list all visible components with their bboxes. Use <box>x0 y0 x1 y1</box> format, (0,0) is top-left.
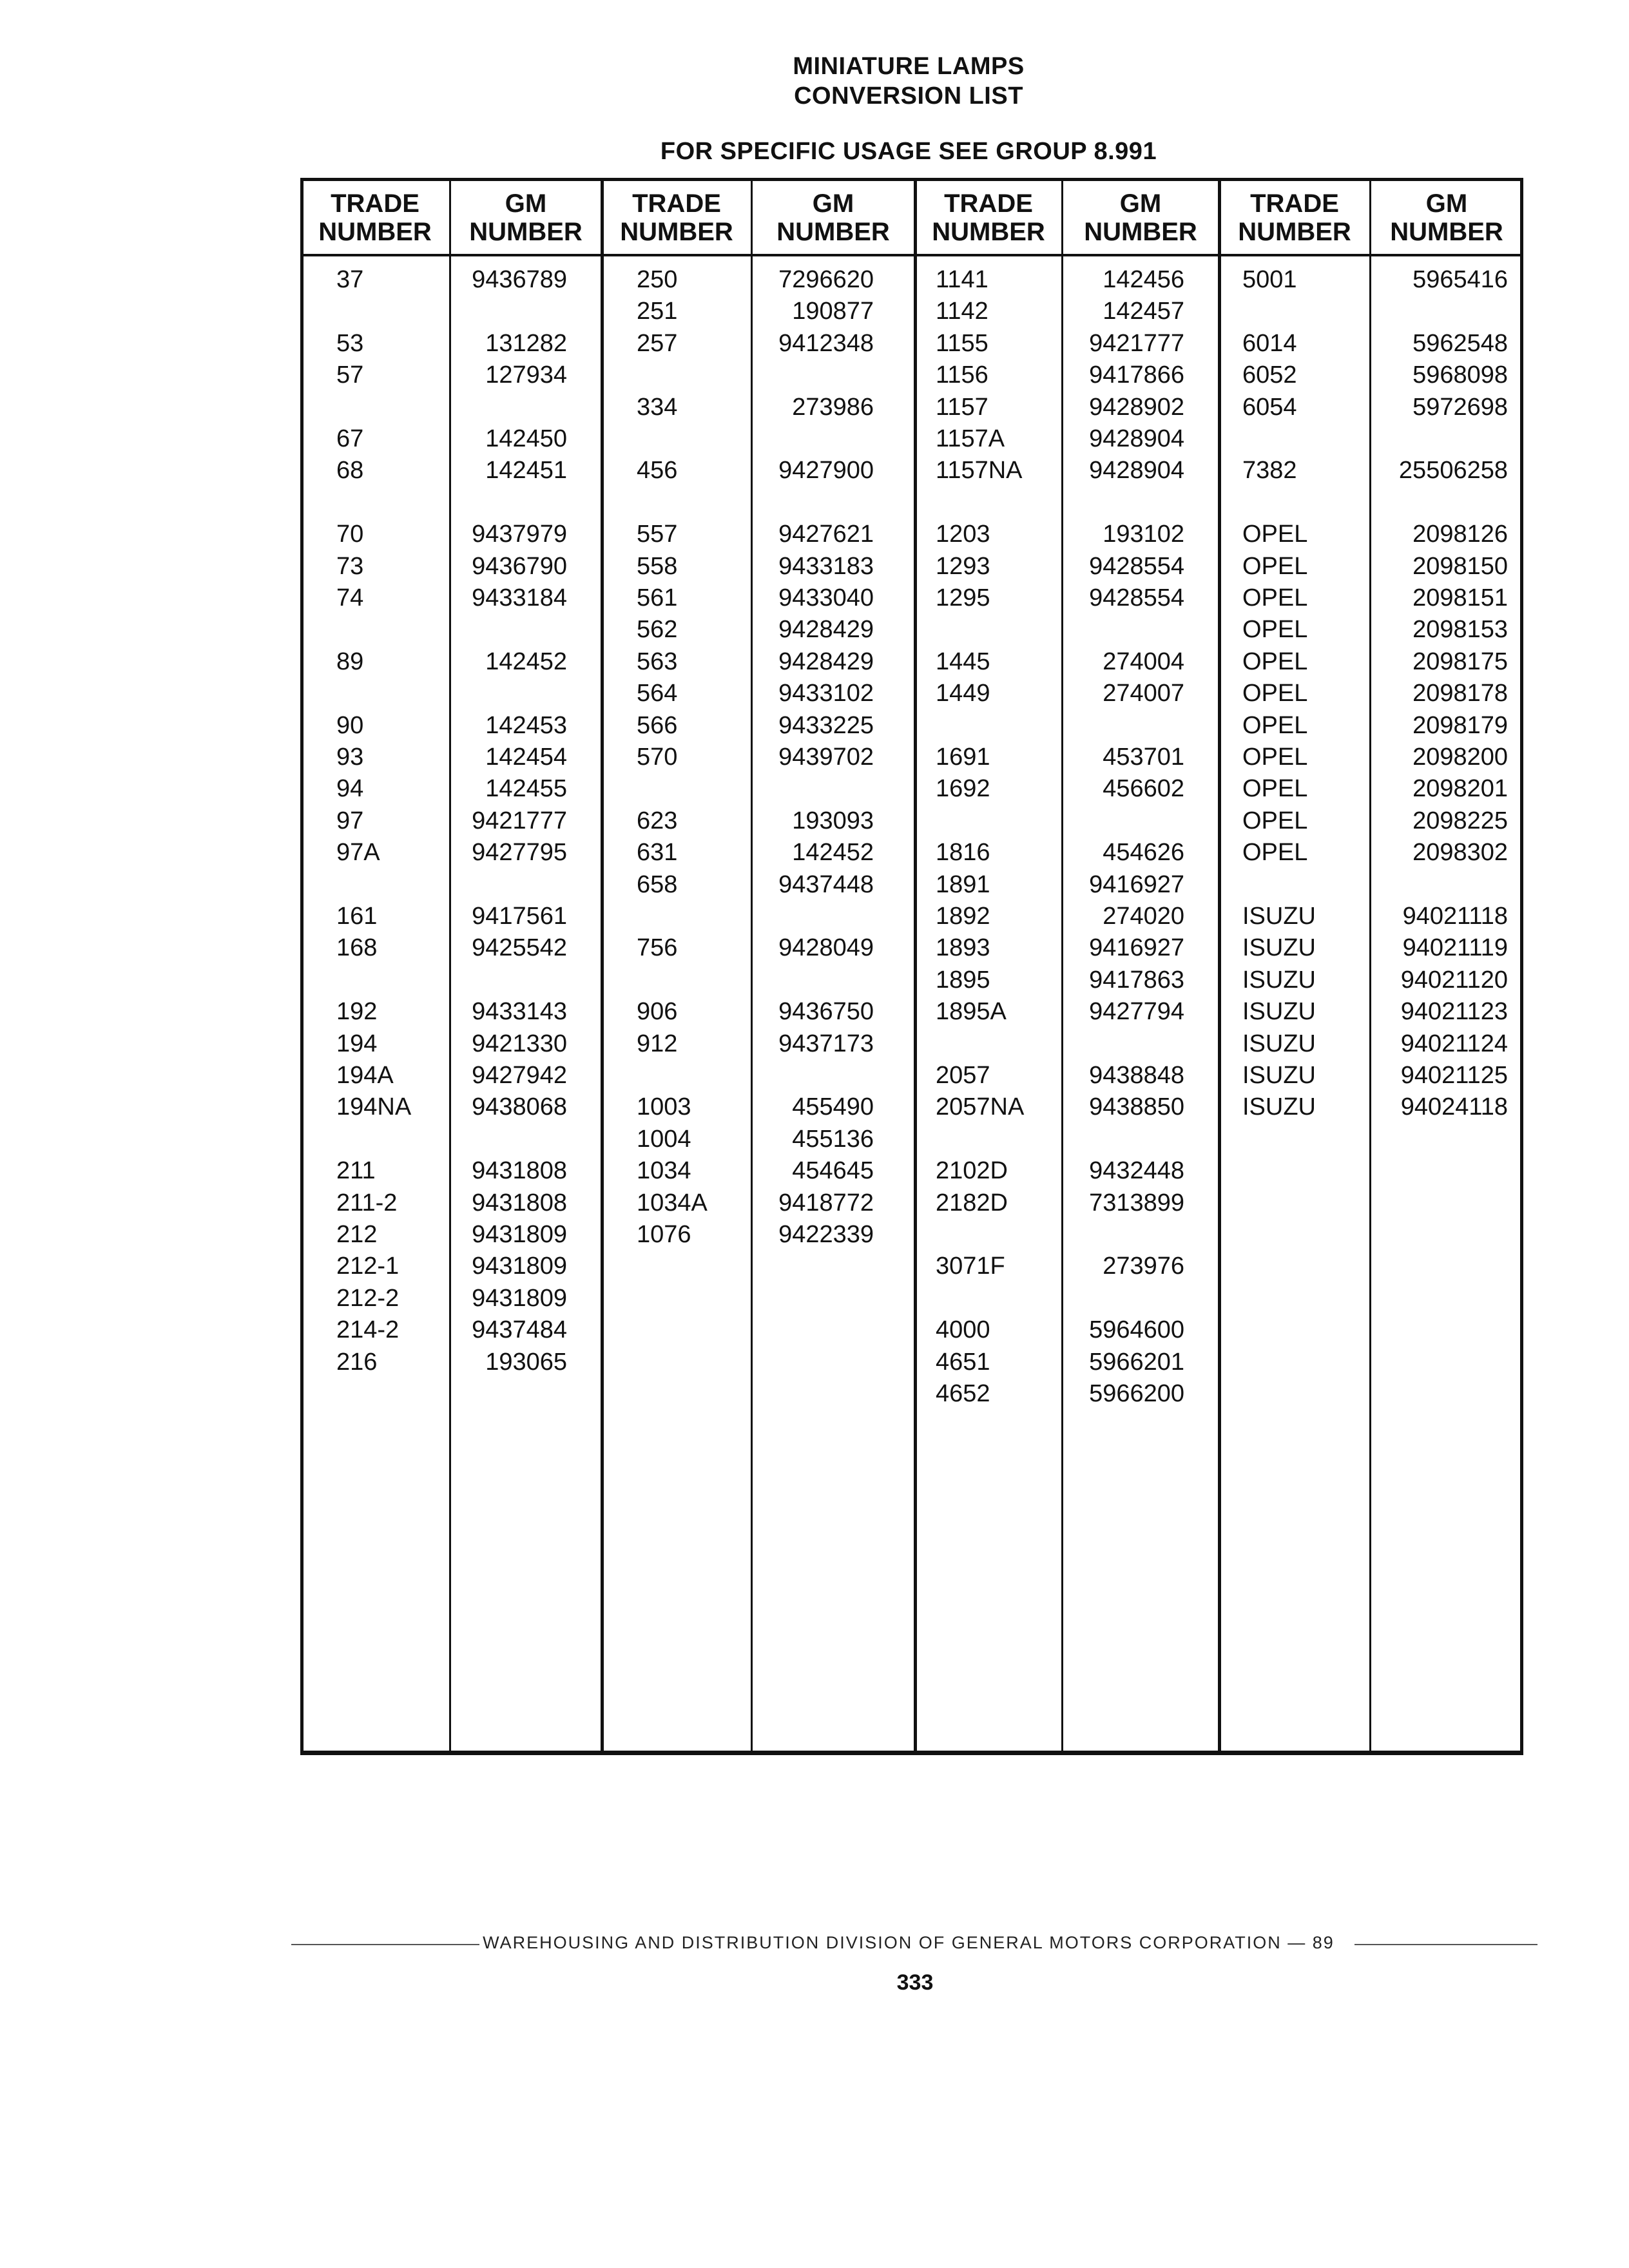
gm-number-cell: 9431809 <box>472 1221 567 1248</box>
gm-number-cell: 455490 <box>792 1093 874 1120</box>
trade-number-cell: 2182D <box>936 1189 1008 1216</box>
gm-number-cell: 142454 <box>485 744 567 771</box>
trade-number-cell: 557 <box>637 521 678 548</box>
trade-number-cell: 4000 <box>936 1316 990 1343</box>
trade-number-cell: OPEL <box>1242 616 1308 643</box>
trade-number-cell: 6052 <box>1242 361 1297 389</box>
gm-number-cell: 9433184 <box>472 584 567 611</box>
trade-number-cell: 1034A <box>637 1189 708 1216</box>
footer-rule-right <box>1354 1944 1537 1945</box>
trade-number-cell: 1157A <box>936 425 1005 452</box>
column-header: GM NUMBER <box>776 189 890 246</box>
gm-number-cell: 9412348 <box>778 330 874 357</box>
trade-number-cell: 623 <box>637 807 678 834</box>
gm-number-cell: 9428902 <box>1089 394 1184 421</box>
gm-number-cell: 2098153 <box>1412 616 1508 643</box>
gm-number-cell: 5965416 <box>1412 266 1508 293</box>
trade-number-cell: 93 <box>336 744 364 771</box>
gm-number-cell: 9433040 <box>778 584 874 611</box>
gm-number-cell: 9439702 <box>778 744 874 771</box>
gm-number-cell: 9427942 <box>472 1062 567 1089</box>
gm-number-cell: 9416927 <box>1089 934 1184 961</box>
trade-number-cell: 334 <box>637 394 678 421</box>
trade-number-cell: 2057NA <box>936 1093 1025 1120</box>
gm-number-cell: 94021119 <box>1402 934 1508 961</box>
gm-number-cell: 5972698 <box>1412 394 1508 421</box>
trade-number-cell: 6054 <box>1242 394 1297 421</box>
gm-number-cell: 9431808 <box>472 1189 567 1216</box>
trade-number-cell: OPEL <box>1242 680 1308 707</box>
trade-number-cell: 194 <box>336 1030 378 1057</box>
trade-number-cell: 3071F <box>936 1253 1005 1280</box>
trade-number-cell: 5001 <box>1242 266 1297 293</box>
gm-number-cell: 9437979 <box>472 521 567 548</box>
trade-number-cell: 631 <box>637 839 678 866</box>
gm-number-cell: 9436790 <box>472 553 567 580</box>
trade-number-cell: 1816 <box>936 839 990 866</box>
gm-number-cell: 9431809 <box>472 1285 567 1312</box>
trade-number-cell: 756 <box>637 934 678 961</box>
trade-number-cell: 211 <box>336 1157 376 1184</box>
gm-number-cell: 7313899 <box>1089 1189 1184 1216</box>
trade-number-cell: 161 <box>336 903 378 930</box>
gm-number-cell: 5966201 <box>1089 1349 1184 1376</box>
gm-number-cell: 2098178 <box>1412 680 1508 707</box>
trade-number-cell: 658 <box>637 871 678 898</box>
trade-number-cell: 1157 <box>936 394 988 421</box>
gm-number-cell: 7296620 <box>778 266 874 293</box>
gm-number-cell: 9431808 <box>472 1157 567 1184</box>
gm-number-cell: 9436750 <box>778 998 874 1025</box>
trade-number-cell: 7382 <box>1242 457 1297 484</box>
gm-number-cell: 25506258 <box>1398 457 1508 484</box>
gm-number-cell: 142455 <box>485 775 567 802</box>
gm-number-cell: 9438848 <box>1089 1062 1184 1089</box>
gm-number-cell: 9421777 <box>472 807 567 834</box>
gm-number-cell: 9428429 <box>778 616 874 643</box>
trade-number-cell: 564 <box>637 680 678 707</box>
trade-number-cell: OPEL <box>1242 584 1308 611</box>
trade-number-cell: 1445 <box>936 648 990 675</box>
trade-number-cell: 906 <box>637 998 678 1025</box>
trade-number-cell: 70 <box>336 521 364 548</box>
trade-number-cell: ISUZU <box>1242 998 1316 1025</box>
column-header: GM NUMBER <box>1390 189 1503 246</box>
column-header: TRADE NUMBER <box>932 189 1045 246</box>
gm-number-cell: 94021124 <box>1400 1030 1508 1057</box>
trade-number-cell: 566 <box>637 712 678 739</box>
trade-number-cell: OPEL <box>1242 648 1308 675</box>
gm-number-cell: 5964600 <box>1089 1316 1184 1343</box>
gm-number-cell: 9428429 <box>778 648 874 675</box>
trade-number-cell: 1449 <box>936 680 990 707</box>
gm-number-cell: 9436789 <box>472 266 567 293</box>
gm-number-cell: 9425542 <box>472 934 567 961</box>
gm-number-cell: 142450 <box>485 425 567 452</box>
trade-number-cell: 4651 <box>936 1349 990 1376</box>
trade-number-cell: 912 <box>637 1030 678 1057</box>
column-header: TRADE NUMBER <box>1238 189 1351 246</box>
trade-number-cell: ISUZU <box>1242 934 1316 961</box>
trade-number-cell: 456 <box>637 457 678 484</box>
trade-number-cell: 4652 <box>936 1380 990 1407</box>
column-divider <box>1218 178 1221 1755</box>
trade-number-cell: ISUZU <box>1242 966 1316 994</box>
gm-number-cell: 9422339 <box>778 1221 874 1248</box>
trade-number-cell: OPEL <box>1242 839 1308 866</box>
gm-number-cell: 5968098 <box>1412 361 1508 389</box>
trade-number-cell: 250 <box>637 266 678 293</box>
trade-number-cell: 1691 <box>936 744 990 771</box>
trade-number-cell: 1203 <box>936 521 990 548</box>
gm-number-cell: 142453 <box>485 712 567 739</box>
trade-number-cell: 1295 <box>936 584 990 611</box>
trade-number-cell: 257 <box>637 330 678 357</box>
gm-number-cell: 2098179 <box>1412 712 1508 739</box>
trade-number-cell: 211-2 <box>336 1189 398 1216</box>
trade-number-cell: 57 <box>336 361 364 389</box>
column-header: TRADE NUMBER <box>620 189 733 246</box>
header-divider <box>300 254 1523 256</box>
trade-number-cell: 89 <box>336 648 364 675</box>
trade-number-cell: 194NA <box>336 1093 412 1120</box>
gm-number-cell: 2098200 <box>1412 744 1508 771</box>
gm-number-cell: 2098302 <box>1412 839 1508 866</box>
gm-number-cell: 142451 <box>485 457 567 484</box>
gm-number-cell: 9427621 <box>778 521 874 548</box>
trade-number-cell: 192 <box>336 998 378 1025</box>
gm-number-cell: 193065 <box>485 1349 567 1376</box>
trade-number-cell: 53 <box>336 330 364 357</box>
trade-number-cell: 1156 <box>936 361 988 389</box>
gm-number-cell: 9437448 <box>778 871 874 898</box>
trade-number-cell: 1892 <box>936 903 990 930</box>
page-footer: WAREHOUSING AND DISTRIBUTION DIVISION OF GENERAL MOTORS CORPORATION — 89 <box>483 1933 1335 1952</box>
trade-number-cell: ISUZU <box>1242 903 1316 930</box>
gm-number-cell: 9417866 <box>1089 361 1184 389</box>
trade-number-cell: 561 <box>637 584 678 611</box>
gm-number-cell: 9421777 <box>1089 330 1184 357</box>
gm-number-cell: 5966200 <box>1089 1380 1184 1407</box>
trade-number-cell: 563 <box>637 648 678 675</box>
gm-number-cell: 9417561 <box>472 903 567 930</box>
gm-number-cell: 454626 <box>1103 839 1184 866</box>
gm-number-cell: 94021123 <box>1400 998 1508 1025</box>
page-subtitle: FOR SPECIFIC USAGE SEE GROUP 8.991 <box>660 138 1157 165</box>
gm-number-cell: 9432448 <box>1089 1157 1184 1184</box>
gm-number-cell: 127934 <box>485 361 567 389</box>
gm-number-cell: 142452 <box>485 648 567 675</box>
gm-number-cell: 9428904 <box>1089 425 1184 452</box>
trade-number-cell: 558 <box>637 553 678 580</box>
gm-number-cell: 94024118 <box>1400 1093 1508 1120</box>
gm-number-cell: 273976 <box>1103 1253 1184 1280</box>
gm-number-cell: 9433143 <box>472 998 567 1025</box>
trade-number-cell: 68 <box>336 457 364 484</box>
column-divider <box>601 178 604 1755</box>
gm-number-cell: 9417863 <box>1089 966 1184 994</box>
gm-number-cell: 9438068 <box>472 1093 567 1120</box>
trade-number-cell: 1141 <box>936 266 988 293</box>
trade-number-cell: 1692 <box>936 775 990 802</box>
gm-number-cell: 9428049 <box>778 934 874 961</box>
trade-number-cell: 1895 <box>936 966 990 994</box>
trade-number-cell: ISUZU <box>1242 1030 1316 1057</box>
gm-number-cell: 453701 <box>1103 744 1184 771</box>
trade-number-cell: 90 <box>336 712 364 739</box>
trade-number-cell: 570 <box>637 744 678 771</box>
gm-number-cell: 9428904 <box>1089 457 1184 484</box>
trade-number-cell: 1076 <box>637 1221 691 1248</box>
gm-number-cell: 274007 <box>1103 680 1184 707</box>
gm-number-cell: 94021125 <box>1400 1062 1508 1089</box>
trade-number-cell: 214-2 <box>336 1316 400 1343</box>
gm-number-cell: 2098201 <box>1412 775 1508 802</box>
trade-number-cell: 212-1 <box>336 1253 400 1280</box>
column-divider <box>449 178 451 1755</box>
conversion-table <box>300 178 1523 1755</box>
trade-number-cell: 1895A <box>936 998 1007 1025</box>
gm-number-cell: 455136 <box>792 1126 874 1153</box>
trade-number-cell: ISUZU <box>1242 1093 1316 1120</box>
gm-number-cell: 9418772 <box>778 1189 874 1216</box>
gm-number-cell: 2098175 <box>1412 648 1508 675</box>
gm-number-cell: 190877 <box>792 298 874 325</box>
trade-number-cell: OPEL <box>1242 807 1308 834</box>
gm-number-cell: 193102 <box>1103 521 1184 548</box>
gm-number-cell: 454645 <box>792 1157 874 1184</box>
column-divider <box>751 178 753 1755</box>
gm-number-cell: 142457 <box>1103 298 1184 325</box>
gm-number-cell: 274004 <box>1103 648 1184 675</box>
gm-number-cell: 2098151 <box>1412 584 1508 611</box>
column-header: GM NUMBER <box>1084 189 1197 246</box>
page-title-line-2: CONVERSION LIST <box>794 82 1023 110</box>
trade-number-cell: 212 <box>336 1221 378 1248</box>
trade-number-cell: 94 <box>336 775 364 802</box>
gm-number-cell: 9416927 <box>1089 871 1184 898</box>
trade-number-cell: 2102D <box>936 1157 1008 1184</box>
trade-number-cell: 1293 <box>936 553 990 580</box>
trade-number-cell: 6014 <box>1242 330 1297 357</box>
trade-number-cell: 1142 <box>936 298 988 325</box>
gm-number-cell: 9431809 <box>472 1253 567 1280</box>
gm-number-cell: 9427900 <box>778 457 874 484</box>
trade-number-cell: 97 <box>336 807 364 834</box>
trade-number-cell: 1891 <box>936 871 990 898</box>
trade-number-cell: 194A <box>336 1062 394 1089</box>
trade-number-cell: OPEL <box>1242 775 1308 802</box>
gm-number-cell: 9427795 <box>472 839 567 866</box>
trade-number-cell: ISUZU <box>1242 1062 1316 1089</box>
trade-number-cell: 1034 <box>637 1157 691 1184</box>
trade-number-cell: 97A <box>336 839 380 866</box>
gm-number-cell: 9437484 <box>472 1316 567 1343</box>
gm-number-cell: 9433225 <box>778 712 874 739</box>
gm-number-cell: 5962548 <box>1412 330 1508 357</box>
gm-number-cell: 9421330 <box>472 1030 567 1057</box>
trade-number-cell: 212-2 <box>336 1285 400 1312</box>
gm-number-cell: 9427794 <box>1089 998 1184 1025</box>
trade-number-cell: 1893 <box>936 934 990 961</box>
gm-number-cell: 9433183 <box>778 553 874 580</box>
column-header: GM NUMBER <box>469 189 583 246</box>
gm-number-cell: 2098126 <box>1412 521 1508 548</box>
gm-number-cell: 456602 <box>1103 775 1184 802</box>
gm-number-cell: 2098150 <box>1412 553 1508 580</box>
column-header: TRADE NUMBER <box>318 189 432 246</box>
trade-number-cell: 251 <box>637 298 678 325</box>
trade-number-cell: 562 <box>637 616 678 643</box>
gm-number-cell: 142452 <box>792 839 874 866</box>
trade-number-cell: 1004 <box>637 1126 691 1153</box>
gm-number-cell: 9428554 <box>1089 553 1184 580</box>
gm-number-cell: 142456 <box>1103 266 1184 293</box>
page-number: 333 <box>896 1970 934 1995</box>
trade-number-cell: 168 <box>336 934 378 961</box>
trade-number-cell: 67 <box>336 425 364 452</box>
trade-number-cell: 1003 <box>637 1093 691 1120</box>
trade-number-cell: 73 <box>336 553 364 580</box>
gm-number-cell: 2098225 <box>1412 807 1508 834</box>
trade-number-cell: 37 <box>336 266 364 293</box>
column-divider <box>1061 178 1063 1755</box>
trade-number-cell: OPEL <box>1242 712 1308 739</box>
gm-number-cell: 94021120 <box>1400 966 1508 994</box>
gm-number-cell: 9428554 <box>1089 584 1184 611</box>
gm-number-cell: 274020 <box>1103 903 1184 930</box>
gm-number-cell: 9438850 <box>1089 1093 1184 1120</box>
gm-number-cell: 9437173 <box>778 1030 874 1057</box>
column-divider <box>914 178 917 1755</box>
trade-number-cell: 74 <box>336 584 364 611</box>
gm-number-cell: 9433102 <box>778 680 874 707</box>
trade-number-cell: OPEL <box>1242 521 1308 548</box>
gm-number-cell: 273986 <box>792 394 874 421</box>
trade-number-cell: OPEL <box>1242 553 1308 580</box>
page-title-line-1: MINIATURE LAMPS <box>793 53 1025 80</box>
gm-number-cell: 131282 <box>485 330 567 357</box>
trade-number-cell: OPEL <box>1242 744 1308 771</box>
gm-number-cell: 193093 <box>792 807 874 834</box>
trade-number-cell: 216 <box>336 1349 378 1376</box>
trade-number-cell: 2057 <box>936 1062 990 1089</box>
column-divider <box>1369 178 1371 1755</box>
trade-number-cell: 1155 <box>936 330 988 357</box>
trade-number-cell: 1157NA <box>936 457 1023 484</box>
gm-number-cell: 94021118 <box>1402 903 1508 930</box>
